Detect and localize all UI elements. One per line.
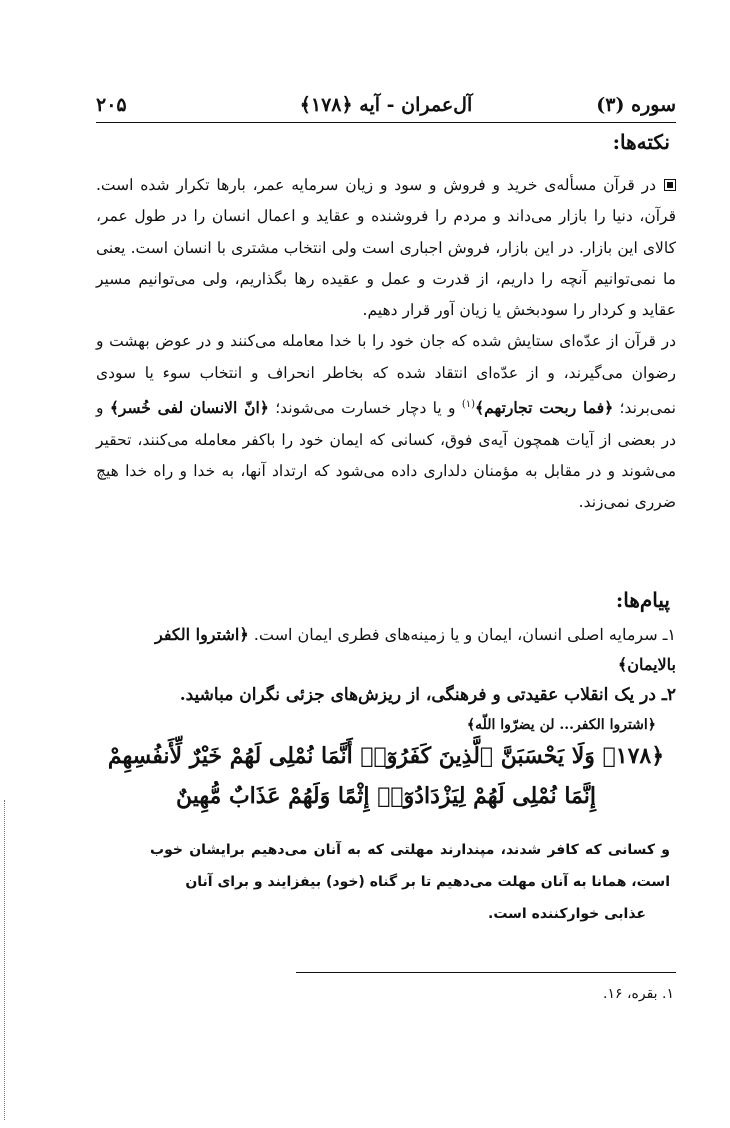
page-number: ۲۰۵ — [96, 94, 127, 116]
translation-line-2: عذابی خوارکننده است. — [488, 906, 646, 922]
messages-title: پیام‌ها: — [615, 588, 670, 612]
notes-body — [96, 170, 676, 518]
note-paragraph-1-text: در قرآن مسأله‌ی خرید و فروش و سود و زیان سرمایه عمر، بارها تکرار شده است. قرآن، دنیا را بازار می‌داند و مردم را فروشنده و عقاید و اعمال انسان را در طول عمر، کالای این بازار. در این بازار، فروش اجباری است ولی انتخاب مشتری با انسان است. یعنی ما نمی‌توانیم آنچه را داریم، از قدرت و عمل و عقیده رها بگذاریم، ولی می‌توانیم مسیر عقاید و کردار را سودبخش یا زیان آور قرار دهیم. — [96, 176, 676, 320]
note-paragraph-1 — [96, 170, 676, 326]
message-1-text: ۱ـ سرمایه اصلی انسان، ایمان و یا زمینه‌های فطری ایمان است. — [253, 625, 676, 644]
note-paragraph-2-text-a: در قرآن از عدّه‌ای ستایش شده که جان خود را با خدا معامله می‌کنند و در عوض بهشت و رضوان می‌گیرند، و از عدّه‌ای انتقاد شده که بخاطر انحراف و انتخاب سوء یا سودی نمی‌برند؛ — [96, 332, 676, 418]
notes-title: نکته‌ها: — [612, 130, 670, 154]
messages-body — [96, 620, 676, 740]
note-paragraph-2 — [96, 326, 676, 518]
square-bullet-icon — [664, 179, 676, 191]
translation-line-1: و کسانی که کافر شدند، مپندارند مهلتی که به آنان می‌دهیم برایشان خوب است، همانا به آنان مهلت می‌دهیم تا بر گناه (خود) بیفزایند و برای آنان — [150, 842, 670, 890]
note-paragraph-2-text-c: و در بعضی از آیات همچون آیه‌ی فوق، کسانی که ایمان خود را باکفر معامله می‌کنند، تحقیر می‌شوند و در مقابل به مؤمنان دلداری داده می‌شود که ارتداد آنها، به خدا و راه خدا هیچ ضرری نمی‌زند. — [96, 399, 676, 512]
quran-quote-1: ﴿فما ربحت تجارتهم﴾ — [475, 398, 614, 418]
quran-quote-2: ﴿انّ الانسان لفی خُسر﴾ — [109, 398, 269, 418]
footnote-divider — [296, 972, 676, 973]
verse-translation — [150, 834, 670, 930]
footnote-marker: (۱) — [461, 399, 476, 411]
footnote: ۱. بقره، ۱۶. — [603, 986, 674, 1002]
scan-edge — [4, 800, 5, 1120]
message-2-text: ۲ـ در یک انقلاب عقیدتی و فرهنگی، از ریزش‌های جزئی نگران مباشید. — [179, 685, 676, 705]
page-header — [96, 92, 676, 123]
quran-verse: ﴿۱۷۸﴾ وَلَا يَحْسَبَنَّ ٱلَّذِينَ كَفَرُوٓا۟ أَنَّمَا نُمْلِى لَهُمْ خَيْرٌ لِّأَنفُسِهِمْ إِنَّمَا نُمْلِى لَهُمْ لِيَزْدَادُوٓا۟ إِثْمًا وَلَهُمْ عَذَابٌ مُّهِينٌ — [107, 743, 665, 809]
header-title: آل‌عمران - آیه ﴿۱۷۸﴾ — [299, 94, 473, 116]
note-paragraph-2-text-b: و یا دچار خسارت می‌شوند؛ — [275, 399, 456, 418]
surah-label: سوره (۳) — [596, 94, 676, 116]
message-1-quote: ﴿اشتروا الکفر بالایمان﴾ — [154, 625, 676, 674]
message-2-quote: ﴿اشتروا الکفر... لن یضرّوا اللّه﴾ — [466, 717, 656, 733]
message-1 — [96, 620, 676, 680]
